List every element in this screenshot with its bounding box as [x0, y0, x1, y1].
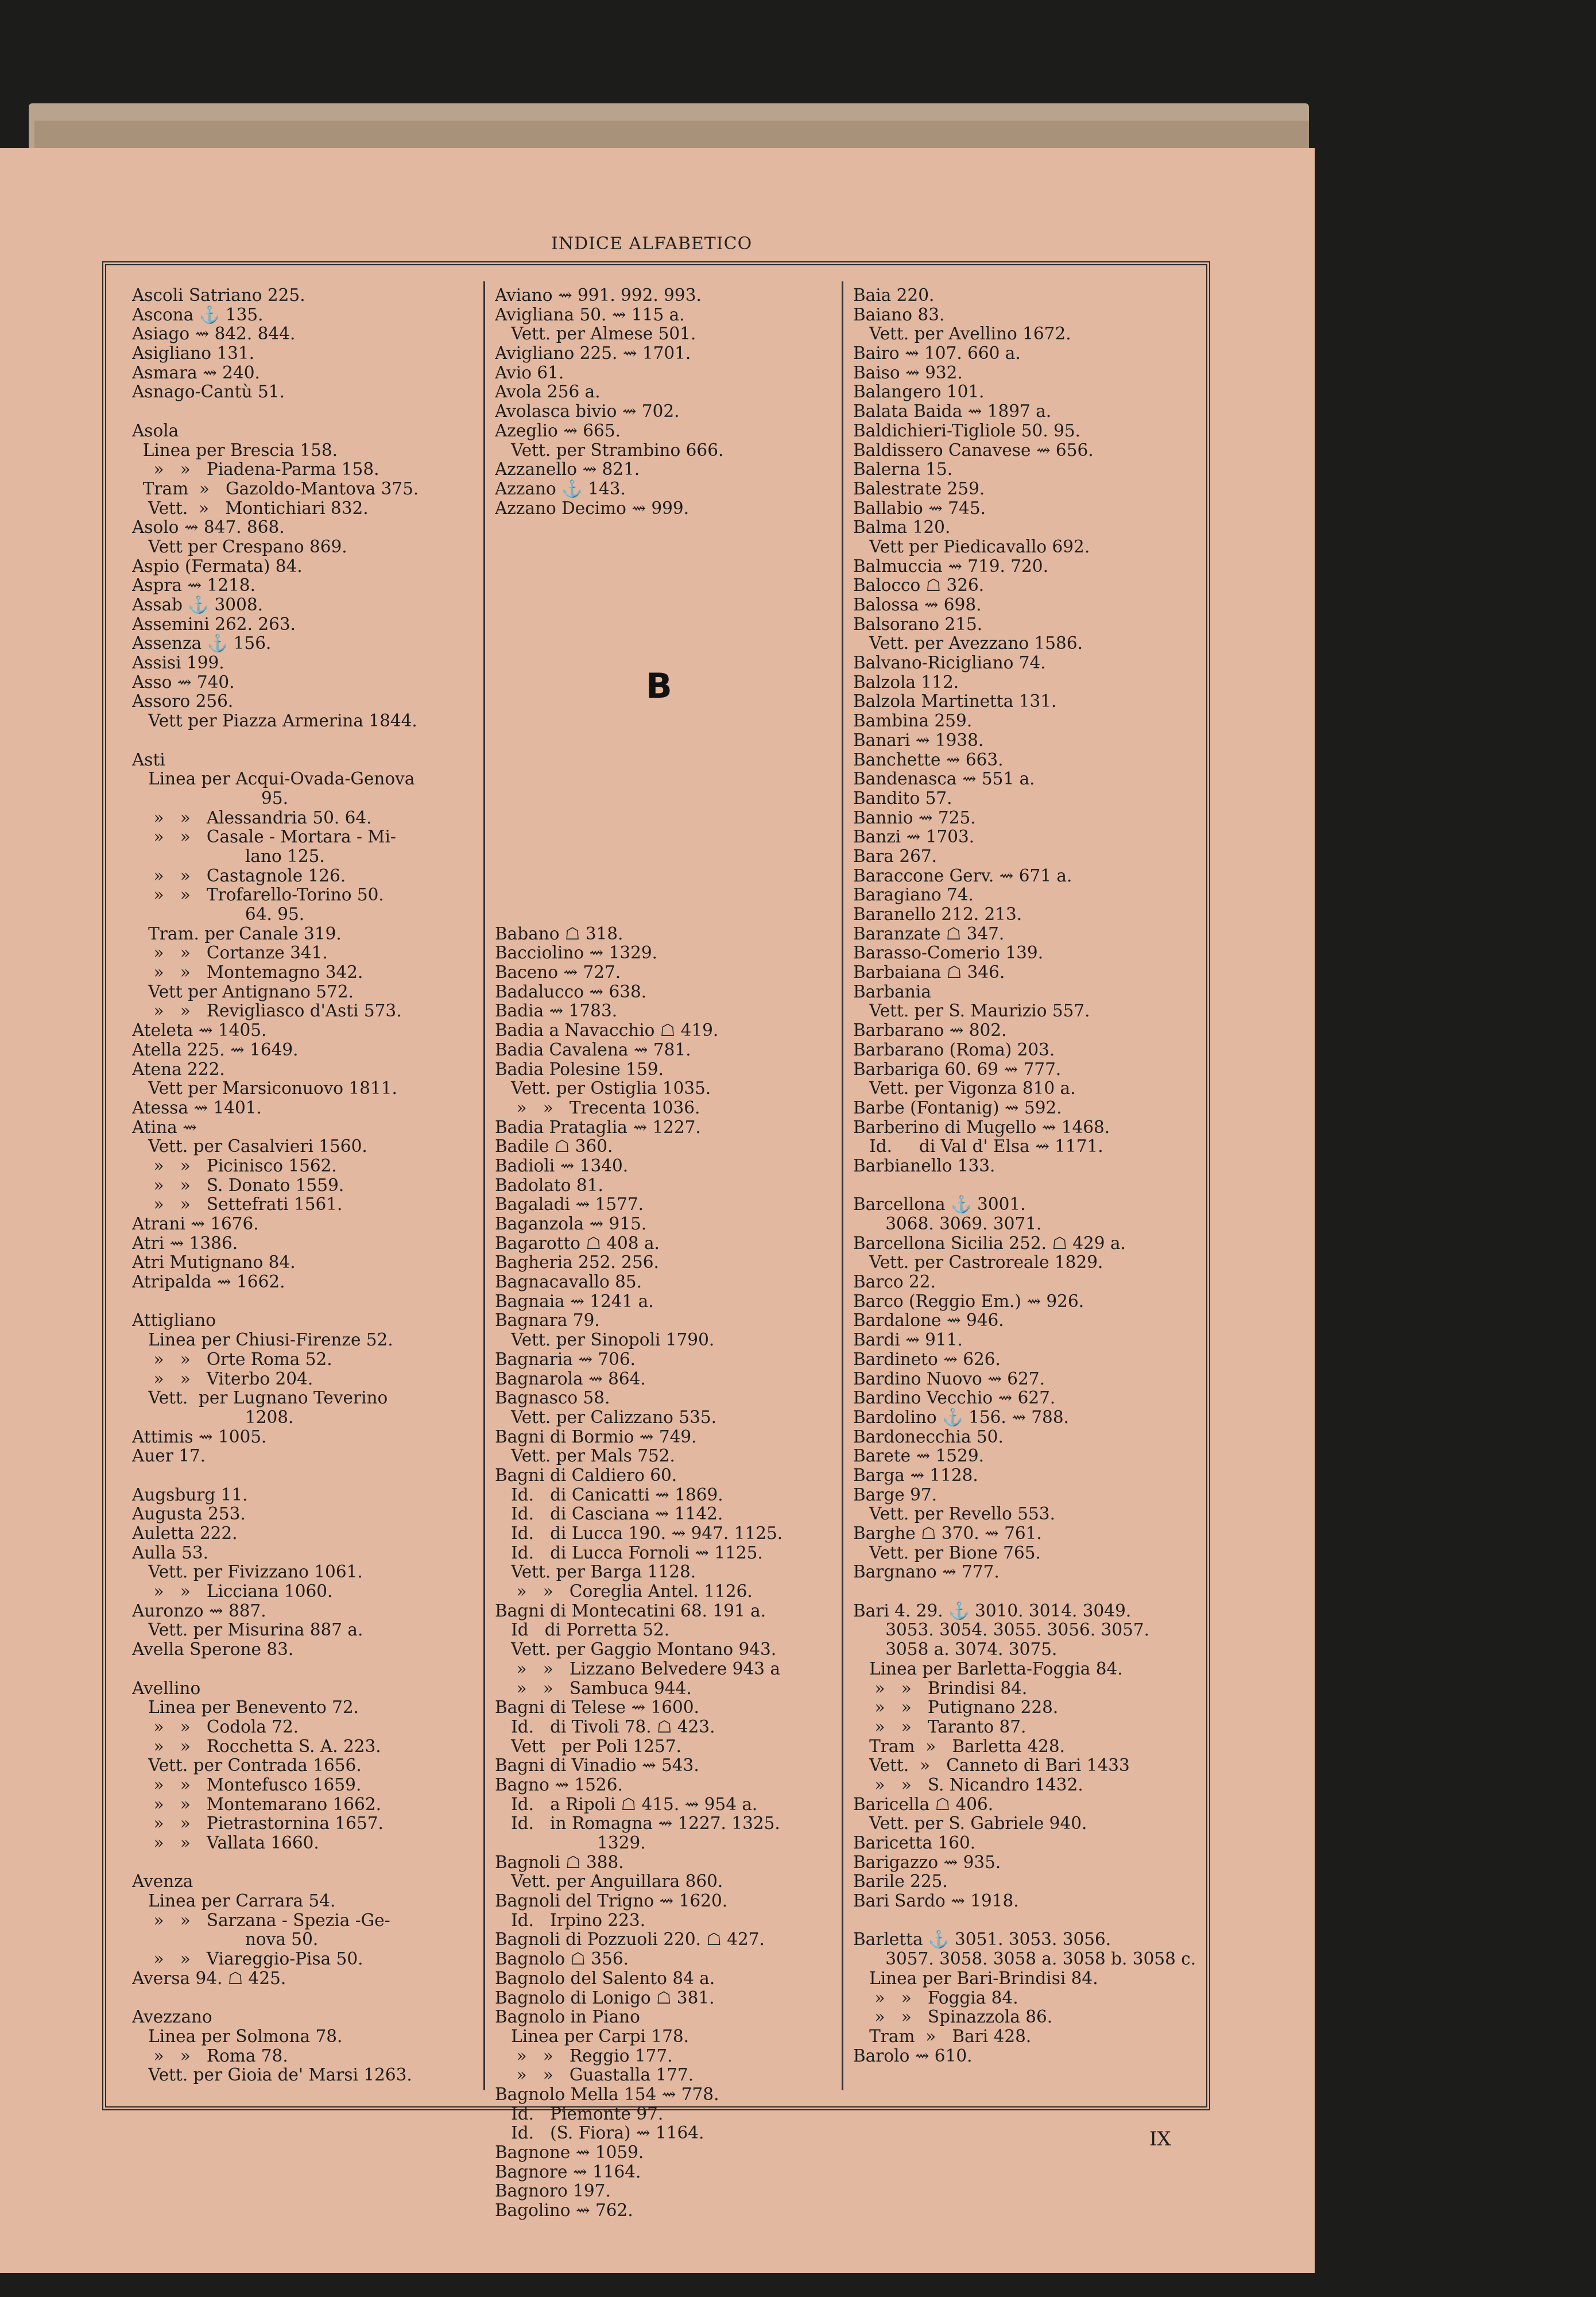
index-entry: Vett. per Lugnano Teverino [132, 1389, 388, 1408]
index-entry: Bagnone ⇝ 1059. [495, 2143, 644, 2162]
index-entry: 64. 95. [132, 905, 305, 924]
index-entry: Badia Prataglia ⇝ 1227. [495, 1117, 701, 1137]
index-entry: Baranzate ☖ 347. [853, 924, 1005, 943]
index-entry: Avella Sperone 83. [132, 1640, 294, 1660]
index-entry: Barbarano (Roma) 203. [853, 1040, 1055, 1059]
index-entry: Atrani ⇝ 1676. [132, 1215, 259, 1233]
index-entry: » » Orte Roma 52. [132, 1349, 332, 1369]
index-entry: Assab ⚓ 3008. [132, 595, 263, 614]
index-entry: » » Codola 72. [132, 1717, 299, 1737]
index-entry: Bagarotto ☖ 408 a. [495, 1233, 660, 1253]
index-entry: Atessa ⇝ 1401. [132, 1098, 262, 1117]
index-entry: » » Licciana 1060. [132, 1582, 333, 1602]
index-entry: Bacciolino ⇝ 1329. [495, 943, 658, 963]
index-entry: » » Putignano 228. [853, 1698, 1059, 1718]
index-entry: Barcellona Sicilia 252. ☖ 429 a. [853, 1233, 1126, 1253]
index-entry: Vett. per Calizzano 535. [495, 1407, 716, 1427]
index-entry: Balerna 15. [853, 460, 953, 479]
index-entry: Bagnolo di Lonigo ☖ 381. [495, 1988, 715, 2008]
index-entry: Vett. per Fivizzano 1061. [132, 1563, 363, 1582]
index-entry: » » Trecenta 1036. [495, 1098, 700, 1117]
index-entry: » » Foggia 84. [853, 1988, 1018, 2008]
index-entry: Id. di Val d' Elsa ⇝ 1171. [853, 1137, 1103, 1157]
index-entry: Asigliano 131. [132, 344, 255, 364]
index-entry: Barete ⇝ 1529. [853, 1447, 985, 1466]
index-entry: Banzi ⇝ 1703. [853, 827, 975, 847]
index-entry: Vett. per Mals 752. [495, 1447, 675, 1466]
index-entry: » » Sambuca 944. [495, 1679, 692, 1698]
index-entry: Baia 220. [853, 286, 935, 305]
index-entry: Baiso ⇝ 932. [853, 363, 963, 382]
index-entry: Avigliana 50. ⇝ 115 a. [495, 305, 685, 324]
index-entry: Barco 22. [853, 1273, 936, 1292]
index-entry: Azzano Decimo ⇝ 999. [495, 498, 689, 518]
index-column-2 [495, 286, 845, 2221]
index-entry: » » Guastalla 177. [495, 2066, 694, 2085]
index-entry: Baceno ⇝ 727. [495, 963, 621, 983]
index-entry: Tram » Bari 428. [853, 2027, 1032, 2046]
index-entry: » » Picinisco 1562. [132, 1156, 337, 1175]
index-entry: Bagnolo in Piano [495, 2008, 640, 2027]
index-entry: Barge 97. [853, 1485, 938, 1505]
index-entry: Linea per Acqui-Ovada-Genova [132, 769, 415, 789]
index-entry: Bardalone ⇝ 946. [853, 1311, 1004, 1331]
index-entry: Atripalda ⇝ 1662. [132, 1273, 285, 1292]
index-entry: Bari Sardo ⇝ 1918. [853, 1892, 1019, 1911]
index-entry: Id. Irpino 223. [495, 1911, 646, 1930]
index-entry: Atella 225. ⇝ 1649. [132, 1040, 299, 1059]
index-entry: » » Vallata 1660. [132, 1834, 319, 1853]
index-entry: Bagnore ⇝ 1164. [495, 2162, 641, 2182]
index-entry: » » Revigliasco d'Asti 573. [132, 1001, 402, 1021]
index-entry: Balossa ⇝ 698. [853, 595, 982, 614]
index-entry: Vett. per Bione 765. [853, 1543, 1041, 1563]
index-entry: Bairo ⇝ 107. 660 a. [853, 344, 1021, 364]
page-header: INDICE ALFABETICO [551, 234, 753, 254]
index-entry: Id. Piemonte 97. [495, 2104, 664, 2124]
index-entry: Bagnacavallo 85. [495, 1273, 642, 1292]
index-entry: Balzola Martinetta 131. [853, 692, 1057, 711]
index-entry: Bandito 57. [853, 788, 952, 808]
index-entry: Id. di Canicatti ⇝ 1869. [495, 1485, 723, 1505]
index-entry: Vett. per Misurina 887 a. [132, 1621, 363, 1640]
index-entry: Balangero 101. [853, 382, 985, 402]
index-entry: Linea per Bari-Brindisi 84. [853, 1969, 1098, 1988]
index-entry: » » Montemarano 1662. [132, 1795, 381, 1814]
index-entry: Balmuccia ⇝ 719. 720. [853, 556, 1048, 576]
index-entry: Vett. per Strambino 666. [495, 440, 724, 460]
index-entry: Azzanello ⇝ 821. [495, 460, 640, 479]
index-entry: Badioli ⇝ 1340. [495, 1156, 629, 1175]
index-entry: Id di Porretta 52. [495, 1621, 670, 1640]
index-entry: Barco (Reggio Em.) ⇝ 926. [853, 1291, 1084, 1311]
index-entry: Baranello 212. 213. [853, 905, 1022, 924]
index-entry: Bagnoli di Pozzuoli 220. ☖ 427. [495, 1930, 765, 1950]
index-entry: Barolo ⇝ 610. [853, 2046, 973, 2066]
index-entry: Bardi ⇝ 911. [853, 1331, 963, 1350]
index-entry: Linea per Chiusi-Firenze 52. [132, 1331, 393, 1350]
section-letter: B [646, 666, 672, 706]
index-entry: Bara 267. [853, 846, 938, 866]
index-entry: Barbaiana ☖ 346. [853, 963, 1005, 983]
index-entry: Avezzano [132, 2008, 212, 2027]
index-entry: » » Montemagno 342. [132, 963, 363, 983]
index-entry: Aversa 94. ☖ 425. [132, 1969, 286, 1988]
page-number: IX [1149, 2128, 1171, 2151]
index-entry: Barbe (Fontanig) ⇝ 592. [853, 1098, 1062, 1117]
index-entry [495, 634, 845, 653]
index-entry [853, 1911, 1198, 1931]
index-entry: Avellino [132, 1679, 201, 1698]
index-entry: Asmara ⇝ 240. [132, 363, 260, 382]
index-entry: Id. (S. Fiora) ⇝ 1164. [495, 2124, 704, 2143]
index-entry: Assemini 262. 263. [132, 614, 296, 634]
index-entry: Avigliano 225. ⇝ 1701. [495, 344, 691, 364]
index-entry: Aspra ⇝ 1218. [132, 576, 255, 595]
index-entry: » » Lizzano Belvedere 943 a [495, 1659, 780, 1679]
index-entry: Bagni di Telese ⇝ 1600. [495, 1698, 699, 1718]
index-entry [853, 1582, 1198, 1602]
index-entry: » » Casale - Mortara - Mi- [132, 827, 396, 847]
index-entry: Ateleta ⇝ 1405. [132, 1021, 267, 1041]
index-entry [495, 518, 845, 537]
index-entry: » » Brindisi 84. [853, 1679, 1028, 1698]
index-entry: Balestrate 259. [853, 479, 985, 498]
index-entry: Barbania [853, 982, 931, 1001]
index-entry: Banari ⇝ 1938. [853, 730, 984, 750]
index-entry [132, 402, 471, 421]
index-entry [495, 789, 845, 809]
index-entry [132, 1466, 471, 1486]
index-entry: Vett. per Casalvieri 1560. [132, 1137, 367, 1157]
index-entry: Vett per Crespano 869. [132, 537, 347, 556]
index-entry: Vett. per Ostiglia 1035. [495, 1079, 711, 1099]
index-entry: Baiano 83. [853, 305, 945, 324]
index-entry: Badia a Navacchio ☖ 419. [495, 1021, 719, 1041]
index-entry [495, 595, 845, 615]
index-entry: Barigazzo ⇝ 935. [853, 1853, 1001, 1872]
index-entry: » » S. Nicandro 1432. [853, 1775, 1083, 1795]
index-entry: Bagni di Vinadio ⇝ 543. [495, 1756, 699, 1776]
index-entry [495, 885, 845, 905]
index-entry: Atri ⇝ 1386. [132, 1233, 238, 1253]
index-entry: Avola 256 a. [495, 382, 601, 402]
index-entry: Barbianello 133. [853, 1156, 995, 1175]
index-entry: Vett. per Anguillara 860. [495, 1872, 723, 1892]
index-entry [495, 615, 845, 635]
index-entry: Badile ☖ 360. [495, 1137, 613, 1157]
index-entry: Atina ⇝ [132, 1117, 197, 1137]
index-entry: Id. di Lucca Fornoli ⇝ 1125. [495, 1543, 763, 1563]
index-entry: Badia ⇝ 1783. [495, 1001, 618, 1021]
index-entry: Vett. » Canneto di Bari 1433 [853, 1756, 1130, 1776]
index-entry: Linea per Solmona 78. [132, 2027, 343, 2046]
index-entry: Balsorano 215. [853, 614, 983, 634]
index-entry: Vett. per Almese 501. [495, 324, 696, 344]
index-entry: Attimis ⇝ 1005. [132, 1427, 267, 1447]
index-entry: Auer 17. [132, 1447, 206, 1466]
index-entry: » » Pietrastornina 1657. [132, 1814, 383, 1834]
index-entry [853, 1176, 1198, 1196]
index-entry [495, 731, 845, 751]
index-entry: » » Settefrati 1561. [132, 1195, 343, 1215]
index-entry: Linea per Carrara 54. [132, 1892, 336, 1911]
index-entry: Barile 225. [853, 1872, 948, 1892]
index-entry: Bagheria 252. 256. [495, 1253, 659, 1273]
index-entry: Bagaladi ⇝ 1577. [495, 1195, 644, 1215]
index-entry: Vett. » Montichiari 832. [132, 498, 369, 518]
index-entry: Bagnara 79. [495, 1311, 600, 1331]
index-entry: Bagnoli del Trigno ⇝ 1620. [495, 1892, 728, 1911]
index-entry: Linea per Barletta-Foggia 84. [853, 1659, 1123, 1679]
index-entry: Auletta 222. [132, 1524, 238, 1543]
index-entry: Bagnaia ⇝ 1241 a. [495, 1291, 654, 1311]
column-divider-1 [483, 281, 485, 2090]
index-entry: Baragiano 74. [853, 885, 974, 905]
index-entry: Baraccone Gerv. ⇝ 671 a. [853, 866, 1072, 885]
index-entry: Vett per Piazza Armerina 1844. [132, 711, 417, 731]
index-entry: Vett. per S. Maurizio 557. [853, 1001, 1090, 1021]
index-entry: Balocco ☖ 326. [853, 576, 985, 595]
index-entry: Balvano-Ricigliano 74. [853, 653, 1046, 673]
index-entry: Banchette ⇝ 663. [853, 750, 1004, 769]
index-entry: Barcellona ⚓ 3001. [853, 1195, 1026, 1215]
index-entry: Barbarano ⇝ 802. [853, 1021, 1007, 1041]
index-entry: Assenza ⚓ 156. [132, 634, 272, 653]
index-entry: » » Viterbo 204. [132, 1369, 313, 1389]
index-entry: Bagni di Bormio ⇝ 749. [495, 1427, 697, 1447]
index-entry: 3058 a. 3074. 3075. [853, 1640, 1057, 1660]
index-entry: 3068. 3069. 3071. [853, 1215, 1042, 1233]
index-entry [495, 905, 845, 925]
index-entry: Id. di Lucca 190. ⇝ 947. 1125. [495, 1524, 783, 1543]
index-entry: Bagnoro 197. [495, 2182, 611, 2201]
index-entry: Bannio ⇝ 725. [853, 808, 976, 827]
index-entry: Baganzola ⇝ 915. [495, 1215, 647, 1233]
index-entry: Bagnarola ⇝ 864. [495, 1369, 646, 1389]
index-entry: Augsburg 11. [132, 1485, 248, 1505]
index-entry: Azeglio ⇝ 665. [495, 421, 621, 440]
index-entry: Bagnolo del Salento 84 a. [495, 1969, 715, 1988]
index-entry: » » Spinazzola 86. [853, 2008, 1053, 2027]
index-entry: Vett. per Gioia de' Marsi 1263. [132, 2066, 412, 2085]
index-entry [495, 576, 845, 595]
index-entry: Baldissero Canavese ⇝ 656. [853, 440, 1094, 460]
index-entry: Azzano ⚓ 143. [495, 479, 626, 498]
index-entry: Aviano ⇝ 991. 992. 993. [495, 286, 702, 305]
index-entry [495, 769, 845, 789]
index-entry [132, 1989, 471, 2008]
index-entry: » » Roma 78. [132, 2046, 288, 2066]
index-entry [495, 847, 845, 867]
index-entry: 1208. [132, 1407, 294, 1427]
index-entry: 95. [132, 788, 288, 808]
index-entry: Tram. per Canale 319. [132, 924, 342, 943]
index-entry: Bagno ⇝ 1526. [495, 1775, 623, 1795]
index-entry: Tram » Barletta 428. [853, 1737, 1066, 1756]
index-entry [132, 731, 471, 751]
index-entry: » » Montefusco 1659. [132, 1775, 362, 1795]
index-column-1 [132, 286, 471, 2085]
index-entry: Asnago-Cantù 51. [132, 382, 285, 402]
index-entry: Bagnoli ☖ 388. [495, 1853, 624, 1872]
index-entry: Atri Mutignano 84. [132, 1253, 296, 1273]
index-entry: Bandenasca ⇝ 551 a. [853, 769, 1035, 789]
index-entry [132, 1853, 471, 1873]
index-entry: » » Rocchetta S. A. 223. [132, 1737, 381, 1756]
index-entry: Ballabio ⇝ 745. [853, 498, 986, 518]
index-entry: Baricetta 160. [853, 1834, 976, 1853]
index-entry: Vett per Antignano 572. [132, 982, 354, 1001]
index-entry: » » Alessandria 50. 64. [132, 808, 372, 827]
index-entry: Id. di Casciana ⇝ 1142. [495, 1505, 723, 1524]
index-entry: Asiago ⇝ 842. 844. [132, 324, 296, 344]
index-entry: Vett. per Contrada 1656. [132, 1756, 362, 1776]
index-entry: » » Trofarello-Torino 50. [132, 885, 384, 905]
index-entry: Aspio (Fermata) 84. [132, 556, 303, 576]
index-entry: Bagnolo Mella 154 ⇝ 778. [495, 2085, 719, 2104]
index-entry: Avio 61. [495, 363, 564, 382]
index-entry: Asti [132, 750, 165, 769]
index-entry: 1329. [495, 1834, 646, 1853]
index-entry: Balata Baida ⇝ 1897 a. [853, 402, 1052, 421]
index-entry: Vett. per Avellino 1672. [853, 324, 1071, 344]
index-entry: Badia Cavalena ⇝ 781. [495, 1040, 691, 1059]
index-entry [495, 827, 845, 847]
index-entry: Barghe ☖ 370. ⇝ 761. [853, 1524, 1042, 1543]
index-entry: Assoro 256. [132, 692, 234, 711]
index-entry: Augusta 253. [132, 1505, 246, 1524]
index-entry: Asso ⇝ 740. [132, 672, 235, 692]
index-entry: 3053. 3054. 3055. 3056. 3057. [853, 1621, 1150, 1640]
index-entry: Tram » Gazoldo-Mantova 375. [132, 479, 419, 498]
index-entry: Barasso-Comerio 139. [853, 943, 1044, 963]
index-entry: » » S. Donato 1559. [132, 1175, 344, 1195]
index-entry: » » Castagnole 126. [132, 866, 346, 885]
index-entry: » » Sarzana - Spezia -Ge- [132, 1911, 390, 1930]
index-entry: Bagni di Caldiero 60. [495, 1465, 677, 1485]
index-entry [495, 711, 845, 731]
index-entry: Vett. per Castroreale 1829. [853, 1253, 1103, 1273]
index-entry: nova 50. [132, 1930, 319, 1950]
index-entry: Badolato 81. [495, 1175, 603, 1195]
index-entry: Ascoli Satriano 225. [132, 286, 305, 305]
index-entry: Barberino di Mugello ⇝ 1468. [853, 1117, 1110, 1137]
index-entry: » » Piadena-Parma 158. [132, 460, 379, 479]
index-entry [495, 537, 845, 557]
index-entry: Vett per Poli 1257. [495, 1737, 681, 1756]
index-entry [495, 867, 845, 886]
index-entry [495, 557, 845, 577]
index-entry: » » Reggio 177. [495, 2046, 673, 2066]
index-entry: Bardonecchia 50. [853, 1427, 1004, 1447]
index-entry: Vett. per Gaggio Montano 943. [495, 1640, 777, 1660]
index-entry [132, 1292, 471, 1312]
index-entry: Bardino Nuovo ⇝ 627. [853, 1369, 1045, 1389]
index-entry: Bagnaria ⇝ 706. [495, 1349, 636, 1369]
index-entry: Vett. per Revello 553. [853, 1505, 1055, 1524]
index-entry: Vett per Piedicavallo 692. [853, 537, 1090, 556]
index-entry: Baricella ☖ 406. [853, 1795, 994, 1814]
index-entry [495, 751, 845, 770]
index-entry: Bambina 259. [853, 711, 973, 731]
index-entry: Vett. per Barga 1128. [495, 1563, 696, 1582]
index-entry: 3057. 3058. 3058 a. 3058 b. 3058 c. [853, 1950, 1196, 1969]
index-entry: Linea per Carpi 178. [495, 2027, 689, 2046]
index-column-3 [853, 286, 1198, 2066]
index-entry: Bardino Vecchio ⇝ 627. [853, 1389, 1056, 1408]
index-entry: Vett. per S. Gabriele 940. [853, 1814, 1087, 1834]
index-entry: Badalucco ⇝ 638. [495, 982, 647, 1001]
index-entry [132, 1660, 471, 1679]
index-entry [495, 809, 845, 828]
index-entry: Bardineto ⇝ 626. [853, 1349, 1001, 1369]
index-entry: Barga ⇝ 1128. [853, 1465, 978, 1485]
index-entry: Baldichieri-Tigliole 50. 95. [853, 421, 1080, 440]
index-entry: Bargnano ⇝ 777. [853, 1563, 1000, 1582]
index-entry: Balzola 112. [853, 672, 959, 692]
index-entry: Barbariga 60. 69 ⇝ 777. [853, 1059, 1062, 1079]
index-entry: Vett. per Vigonza 810 a. [853, 1079, 1076, 1099]
index-entry: Vett. per Sinopoli 1790. [495, 1331, 715, 1350]
index-entry: Linea per Brescia 158. [132, 440, 338, 460]
index-entry: Id. in Romagna ⇝ 1227. 1325. [495, 1814, 780, 1834]
index-entry: » » Viareggio-Pisa 50. [132, 1950, 363, 1969]
index-entry: Bagni di Montecatini 68. 191 a. [495, 1601, 766, 1621]
index-entry: Babano ☖ 318. [495, 924, 623, 943]
index-entry: Bagnasco 58. [495, 1389, 610, 1408]
index-entry: » » Coreglia Antel. 1126. [495, 1582, 753, 1602]
index-entry: » » Cortanze 341. [132, 943, 328, 963]
index-entry: Attigliano [132, 1311, 216, 1331]
index-entry: Balma 120. [853, 518, 951, 537]
index-entry: Linea per Benevento 72. [132, 1698, 359, 1718]
index-entry: Asolo ⇝ 847. 868. [132, 518, 285, 537]
index-entry: Ascona ⚓ 135. [132, 305, 264, 324]
index-entry: Avolasca bivio ⇝ 702. [495, 402, 680, 421]
index-entry: lano 125. [132, 846, 325, 866]
index-entry: Avenza [132, 1872, 193, 1892]
index-entry: Bardolino ⚓ 156. ⇝ 788. [853, 1407, 1069, 1427]
index-entry: Auronzo ⇝ 887. [132, 1601, 266, 1621]
index-entry: Id. a Ripoli ☖ 415. ⇝ 954 a. [495, 1795, 758, 1814]
index-entry: Atena 222. [132, 1059, 225, 1079]
index-entry: Aulla 53. [132, 1543, 209, 1563]
index-entry: Assisi 199. [132, 653, 224, 673]
index-entry: Id. di Tivoli 78. ☖ 423. [495, 1717, 715, 1737]
index-entry: Bagolino ⇝ 762. [495, 2201, 633, 2221]
index-entry: Barletta ⚓ 3051. 3053. 3056. [853, 1930, 1111, 1950]
index-entry: » » Taranto 87. [853, 1717, 1026, 1737]
index-entry: Asola [132, 421, 179, 440]
index-entry: Vett per Marsiconuovo 1811. [132, 1079, 397, 1099]
index-entry: Bari 4. 29. ⚓ 3010. 3014. 3049. [853, 1601, 1132, 1621]
index-entry: Bagnolo ☖ 356. [495, 1950, 629, 1969]
index-entry: Vett. per Avezzano 1586. [853, 634, 1083, 653]
index-entry: Badia Polesine 159. [495, 1059, 664, 1079]
